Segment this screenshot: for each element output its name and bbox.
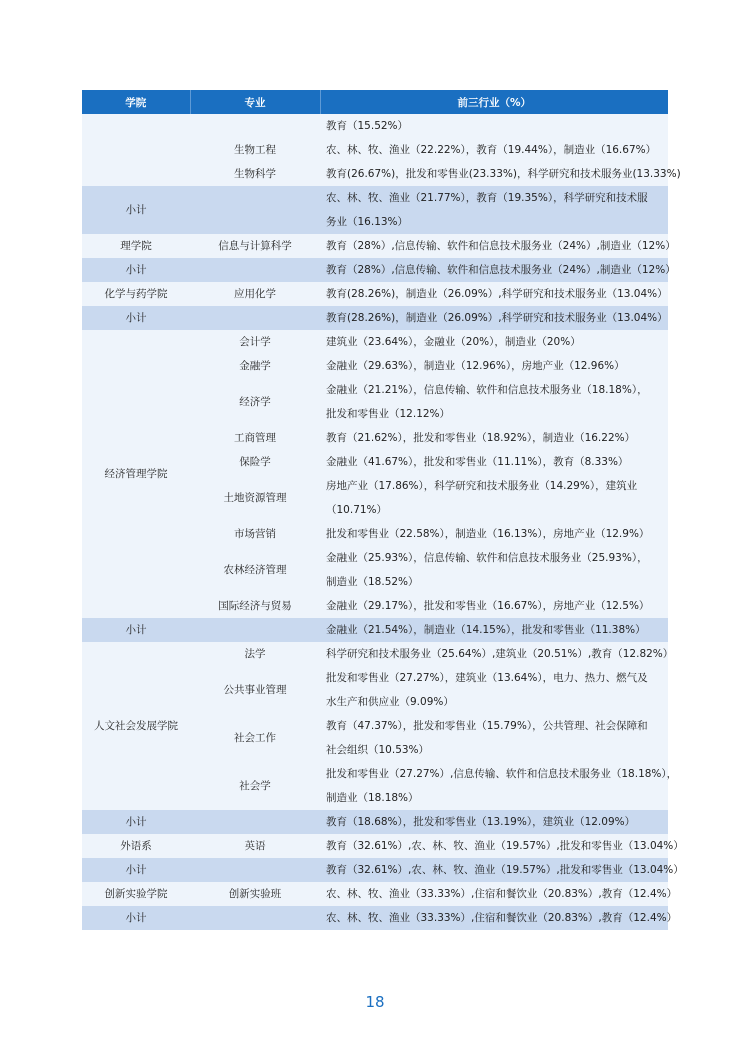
subtotal-row [82, 906, 668, 930]
subtotal-row [82, 258, 668, 282]
industries-cell: 教育（21.62%），批发和零售业（18.92%），制造业（16.22%） [320, 426, 668, 450]
college-cell: 人文社会发展学院 [82, 642, 190, 810]
subtotal-row [82, 810, 668, 834]
subtotal-major-cell [190, 258, 320, 282]
industries-cell: 金融业（29.63%），制造业（12.96%），房地产业（12.96%） [320, 354, 668, 378]
subtotal-label: 小计 [82, 258, 190, 282]
major-cell: 应用化学 [190, 282, 320, 306]
industries-cell: 农、林、牧、渔业（33.33%）,住宿和餐饮业（20.83%）,教育（12.4%） [320, 882, 668, 906]
table-row [82, 282, 668, 306]
subtotal-label: 小计 [82, 186, 190, 234]
college-cell: 化学与药学院 [82, 282, 190, 306]
industries-cell: 社会组织（10.53%） [320, 738, 668, 762]
industries-cell: 批发和零售业（27.27%）,信息传输、软件和信息技术服务业（18.18%）， [320, 762, 668, 786]
table-row [82, 234, 668, 258]
industries-cell: 农、林、牧、渔业（22.22%），教育（19.44%），制造业（16.67%） [320, 138, 668, 162]
major-cell: 保险学 [190, 450, 320, 474]
major-cell: 工商管理 [190, 426, 320, 450]
table-row [82, 834, 668, 858]
subtotal-major-cell [190, 306, 320, 330]
major-cell [190, 114, 320, 138]
subtotal-row [82, 618, 668, 642]
header-major: 专业 [190, 90, 320, 114]
industries-cell: 教育（15.52%） [320, 114, 668, 138]
major-cell: 经济学 [190, 378, 320, 426]
college-cell: 经济管理学院 [82, 330, 190, 618]
industries-cell: 教育（32.61%）,农、林、牧、渔业（19.57%）,批发和零售业（13.04%） [320, 834, 668, 858]
industries-cell: 水生产和供应业（9.09%） [320, 690, 668, 714]
subtotal-major-cell [190, 186, 320, 234]
table-body [82, 114, 684, 930]
major-cell: 金融学 [190, 354, 320, 378]
major-cell: 生物工程 [190, 138, 320, 162]
industries-cell: 金融业（41.67%），批发和零售业（11.11%），教育（8.33%） [320, 450, 668, 474]
major-cell: 市场营销 [190, 522, 320, 546]
industries-cell: 金融业（21.21%），信息传输、软件和信息技术服务业（18.18%）， [320, 378, 668, 402]
subtotal-industries-cell: 金融业（21.54%），制造业（14.15%），批发和零售业（11.38%） [320, 618, 668, 642]
subtotal-industries-cell: 农、林、牧、渔业（21.77%），教育（19.35%），科学研究和技术服 [320, 186, 668, 210]
subtotal-industries-cell: 教育(28.26%)，制造业（26.09%）,科学研究和技术服务业（13.04%） [320, 306, 668, 330]
college-cell: 创新实验学院 [82, 882, 190, 906]
major-cell: 创新实验班 [190, 882, 320, 906]
subtotal-major-cell [190, 858, 320, 882]
header-college: 学院 [82, 90, 190, 114]
subtotal-industries-cell: 教育（32.61%）,农、林、牧、渔业（19.57%）,批发和零售业（13.04%） [320, 858, 668, 882]
subtotal-industries-cell: 教育（18.68%），批发和零售业（13.19%），建筑业（12.09%） [320, 810, 668, 834]
subtotal-label: 小计 [82, 618, 190, 642]
major-cell: 国际经济与贸易 [190, 594, 320, 618]
major-cell: 农林经济管理 [190, 546, 320, 594]
major-cell: 土地资源管理 [190, 474, 320, 522]
industries-cell: 制造业（18.18%） [320, 786, 668, 810]
industries-cell: 金融业（25.93%），信息传输、软件和信息技术服务业（25.93%）， [320, 546, 668, 570]
major-cell: 社会工作 [190, 714, 320, 762]
industries-cell: 房地产业（17.86%），科学研究和技术服务业（14.29%），建筑业 [320, 474, 668, 498]
subtotal-major-cell [190, 810, 320, 834]
table-header-row [82, 90, 668, 114]
subtotal-major-cell [190, 618, 320, 642]
industry-table [82, 90, 684, 930]
major-cell: 英语 [190, 834, 320, 858]
table-row [82, 330, 668, 354]
subtotal-major-cell [190, 906, 320, 930]
subtotal-label: 小计 [82, 306, 190, 330]
subtotal-row [82, 858, 668, 882]
subtotal-label: 小计 [82, 858, 190, 882]
college-cell: 理学院 [82, 234, 190, 258]
subtotal-label: 小计 [82, 906, 190, 930]
major-cell: 信息与计算科学 [190, 234, 320, 258]
header-industries: 前三行业（%） [320, 90, 668, 114]
subtotal-industries-cell: 教育（28%）,信息传输、软件和信息技术服务业（24%）,制造业（12%） [320, 258, 668, 282]
industries-cell: 批发和零售业（12.12%） [320, 402, 668, 426]
industries-cell: 建筑业（23.64%），金融业（20%），制造业（20%） [320, 330, 668, 354]
industries-cell: （10.71%） [320, 498, 668, 522]
industries-cell: 制造业（18.52%） [320, 570, 668, 594]
college-cell: 外语系 [82, 834, 190, 858]
table-row [82, 642, 668, 666]
subtotal-industries-cell: 务业（16.13%） [320, 210, 668, 234]
table-row [82, 882, 668, 906]
page-number: 18 [365, 993, 385, 1011]
major-cell: 社会学 [190, 762, 320, 810]
subtotal-row [82, 306, 668, 330]
subtotal-industries-cell: 农、林、牧、渔业（33.33%）,住宿和餐饮业（20.83%）,教育（12.4%） [320, 906, 668, 930]
subtotal-row [82, 186, 668, 210]
major-cell: 公共事业管理 [190, 666, 320, 714]
subtotal-label: 小计 [82, 810, 190, 834]
industries-cell: 科学研究和技术服务业（25.64%）,建筑业（20.51%）,教育（12.82%） [320, 642, 668, 666]
college-cell [82, 114, 190, 186]
industries-cell: 批发和零售业（27.27%），建筑业（13.64%），电力、热力、燃气及 [320, 666, 668, 690]
industries-cell: 教育(28.26%)，制造业（26.09%）,科学研究和技术服务业（13.04%） [320, 282, 668, 306]
industries-cell: 教育（28%）,信息传输、软件和信息技术服务业（24%）,制造业（12%） [320, 234, 668, 258]
industries-cell: 教育(26.67%)，批发和零售业(23.33%)，科学研究和技术服务业(13.33%) [320, 162, 668, 186]
industries-cell: 教育（47.37%），批发和零售业（15.79%），公共管理、社会保障和 [320, 714, 668, 738]
major-cell: 生物科学 [190, 162, 320, 186]
table-row [82, 114, 668, 138]
major-cell: 法学 [190, 642, 320, 666]
industries-cell: 批发和零售业（22.58%），制造业（16.13%），房地产业（12.9%） [320, 522, 668, 546]
major-cell: 会计学 [190, 330, 320, 354]
industries-cell: 金融业（29.17%），批发和零售业（16.67%），房地产业（12.5%） [320, 594, 668, 618]
